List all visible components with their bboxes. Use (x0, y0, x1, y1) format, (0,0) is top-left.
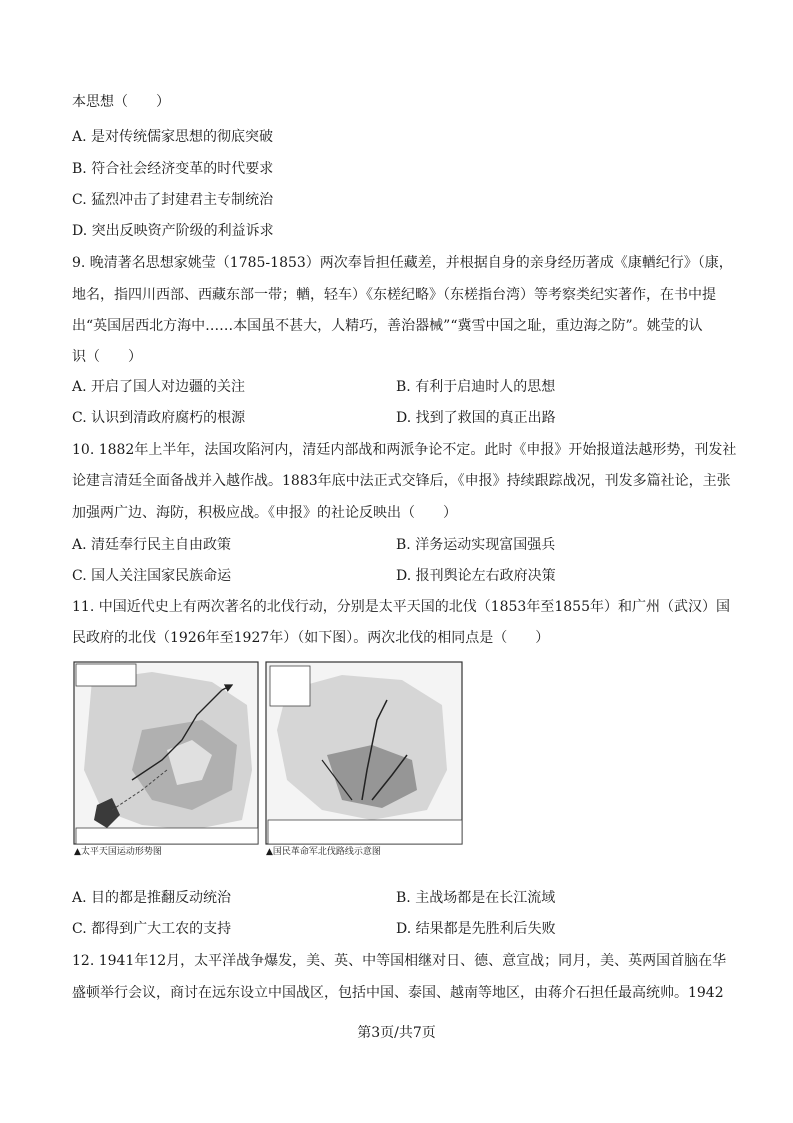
q12-stem-line-1: 12. 1941年12月，太平洋战争爆发，美、英、中等国相继对日、德、意宣战；同月，美、英两国首脑在华 (72, 953, 727, 969)
q9-option-c: C. 认识到清政府腐朽的根源 (72, 410, 246, 426)
q9-stem-line-2: 地名，指四川西部、西藏东部一带；輶，轻车）《东槎纪略》（东槎指台湾）等考察类纪实著作，在书中提 (72, 287, 716, 303)
q8-stem-tail: 本思想（ ） (72, 94, 170, 110)
q11-stem-line-1: 11. 中国近代史上有两次著名的北伐行动，分别是太平天国的北伐（1853年至1855年）和广州（武汉）国 (72, 599, 730, 615)
taiping-map (74, 662, 258, 844)
q12-stem-line-2: 盛顿举行会议，商讨在远东设立中国战区，包括中国、泰国、越南等地区，由蒋介石担任最高统帅。1942 (72, 985, 724, 1001)
q8-option-a: A. 是对传统儒家思想的彻底突破 (72, 129, 274, 145)
taiping-map-caption: ▲太平天国运动形势图 (74, 847, 162, 857)
q9-option-a: A. 开启了国人对边疆的关注 (72, 379, 246, 395)
q10-stem-line-3: 加强两广边、海防，积极应战。《申报》的社论反映出（ ） (72, 505, 457, 521)
q11-option-c: C. 都得到广大工农的支持 (72, 921, 232, 937)
q10-stem-line-2: 论建言清廷全面备战并入越作战。1883年底中法正式交锋后，《申报》持续跟踪战况，刊发多篇社论，主张 (72, 473, 731, 489)
q11-map-figures (72, 660, 464, 860)
q8-option-c: C. 猛烈冲击了封建君主专制统治 (72, 192, 274, 208)
q9-stem-line-3: 出“英国居西北方海中……本国虽不甚大，人精巧，善治器械”“冀雪中国之耻，重边海之防”。姚莹的认 (72, 318, 703, 334)
q10-option-b: B. 洋务运动实现富国强兵 (396, 537, 556, 553)
q10-option-d: D. 报刊舆论左右政府决策 (396, 568, 556, 584)
q10-stem-line-1: 10. 1882年上半年，法国攻陷河内，清廷内部战和两派争论不定。此时《申报》开始报道法越形势，刊发社 (72, 442, 737, 458)
q11-stem-line-2: 民政府的北伐（1926年至1927年）（如下图）。两次北伐的相同点是（ ） (72, 630, 550, 646)
q9-stem-line-4: 识（ ） (72, 349, 142, 365)
q8-option-b: B. 符合社会经济变革的时代要求 (72, 161, 274, 177)
q11-option-a: A. 目的都是推翻反动统治 (72, 890, 232, 906)
northern-expedition-map (266, 662, 462, 844)
northern-expedition-map-caption: ▲国民革命军北伐路线示意图 (266, 847, 381, 857)
q10-option-c: C. 国人关注国家民族命运 (72, 568, 232, 584)
q11-option-d: D. 结果都是先胜利后失败 (396, 921, 556, 937)
q9-option-b: B. 有利于启迪时人的思想 (396, 379, 556, 395)
q8-option-d: D. 突出反映资产阶级的利益诉求 (72, 223, 274, 239)
q9-stem-line-1: 9. 晚清著名思想家姚莹（1785-1853）两次奉旨担任藏差，并根据自身的亲身经历著成《康輶纪行》（康， (72, 255, 733, 271)
q10-option-a: A. 清廷奉行民主自由政策 (72, 537, 232, 553)
q9-option-d: D. 找到了救国的真正出路 (396, 410, 556, 426)
q11-option-b: B. 主战场都是在长江流域 (396, 890, 556, 906)
page-footer: 第3页/共7页 (357, 1025, 436, 1041)
